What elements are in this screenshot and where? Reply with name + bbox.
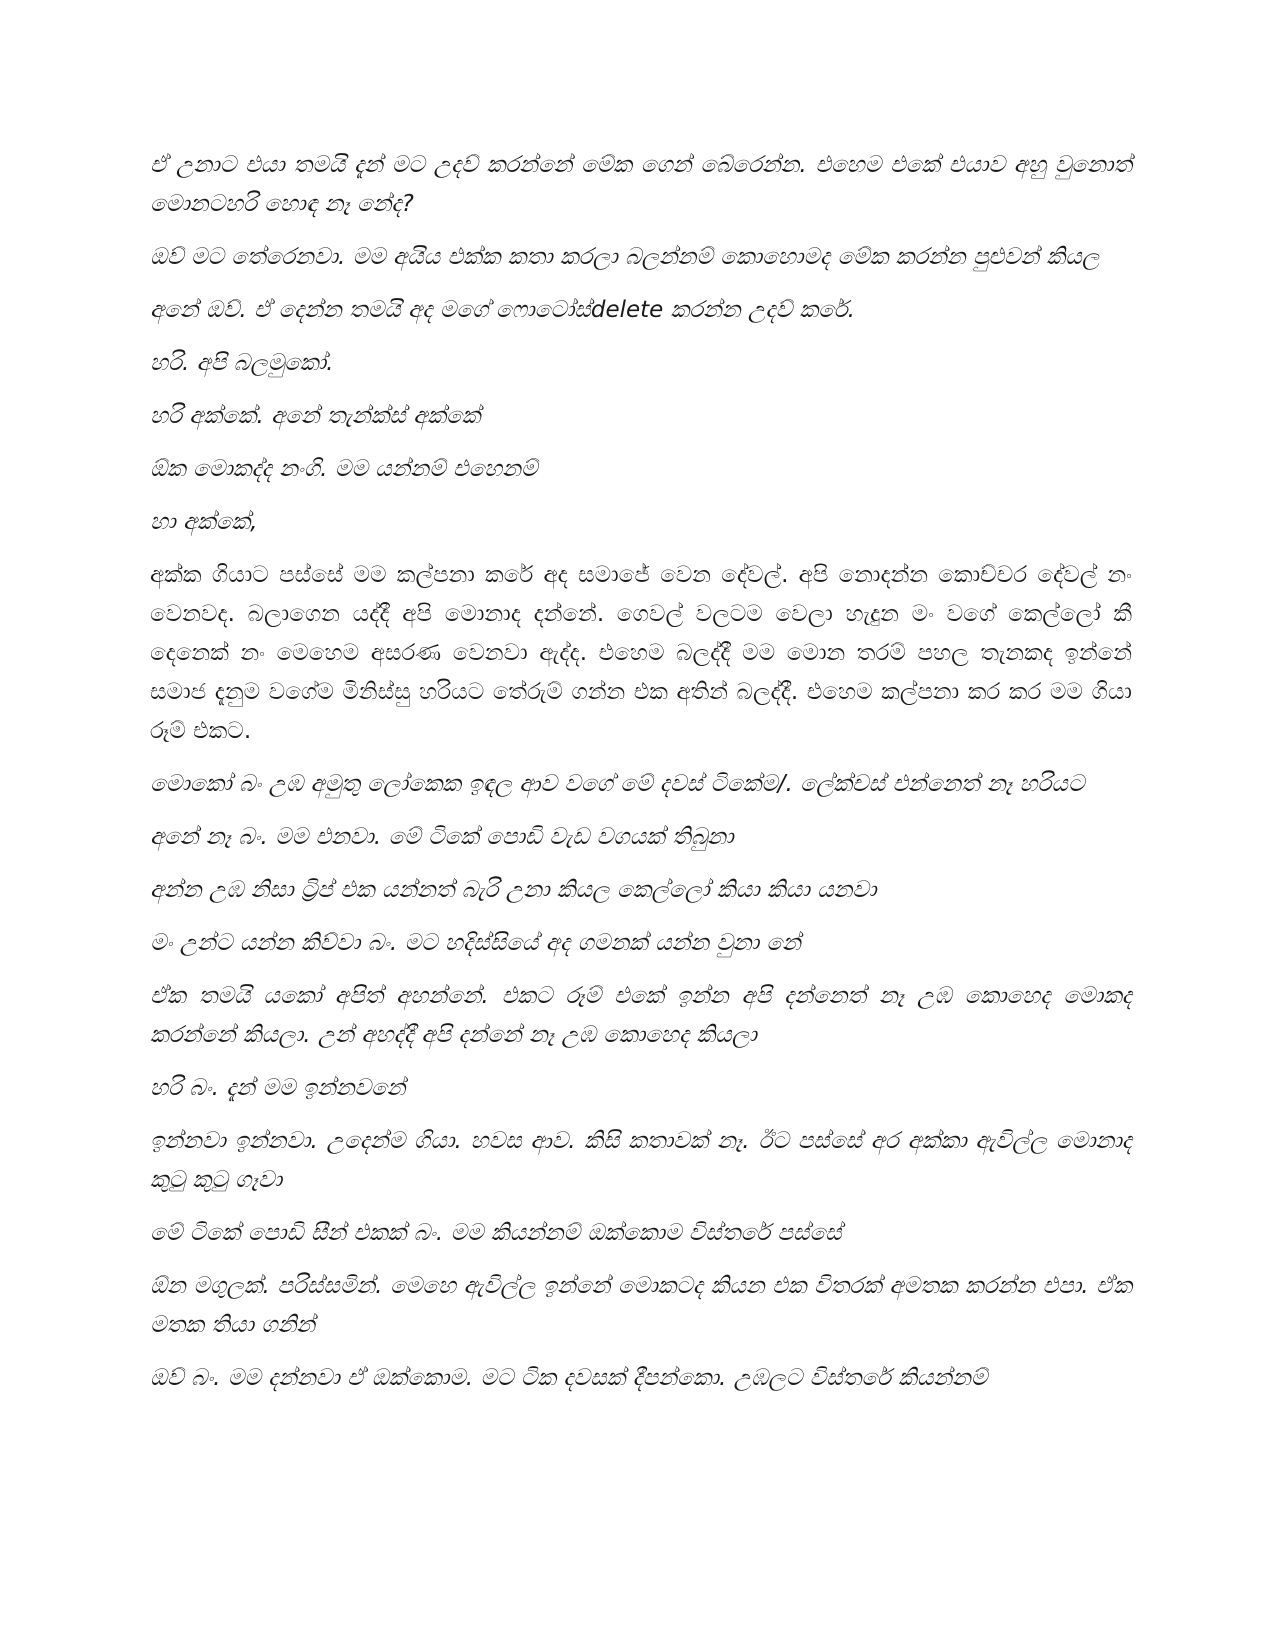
paragraph-17: ඕන මගුලක්. පරිස්සමින්. මෙහෙ ඇවිල්ල ඉන්නේ මොකටද කියන එක විතරක් අමතක කරන්න එපා. ඒක මතක තියා ගනින් [150, 1273, 1132, 1338]
paragraph-4: හරි. අපි බලමුකෝ. [150, 350, 334, 376]
paragraph-5: හරි අක්කේ. අනේ තැන්ක්ස් අක්කේ [150, 403, 481, 429]
paragraph-12: මං උන්ට යන්න කිව්වා බං. මට හදිස්සියේ අද ගමනක් යන්න වුනා නේ [150, 930, 801, 956]
paragraph-1: ඒ උනාට එයා තමයි දැන් මට උදව් කරන්නේ මේක ගෙන් බේරෙන්න. එහෙම එකේ එයාව අහු වුනොත් මොනටහරි හොඳ නෑ නේද? [150, 152, 1132, 217]
paragraph-14: හරි බං. දැන් මම ඉන්නවනේ [150, 1075, 406, 1101]
paragraph-13: ඒක තමයි යකෝ අපිත් අහන්නේ. එකට රූම් එකේ ඉන්න අපි දන්නෙත් නෑ උඹ කොහෙද මොකද කරන්නේ කියලා. උන් අහද්දී අපි දන්නේ නෑ උඹ කොහෙද කියලා [150, 983, 1132, 1048]
paragraph-10: අනේ නෑ බං. මම එනවා. මේ ටිකේ පොඩි වැඩ වගයක් තිබුනා [150, 824, 734, 850]
paragraph-18: ඔව් බං. මම දන්නවා ඒ ඔක්කොම. මට ටික දවසක් දීපන්කො. උඹලට විස්තරේ කියන්නම් [150, 1365, 988, 1391]
paragraph-16: මේ ටිකේ පොඩි සීන් එකක් බං. මම කියන්නම් ඔක්කොම විස්තරේ පස්සේ [150, 1220, 842, 1246]
paragraph-15: ඉන්නවා ඉන්නවා. උදෙන්ම ගියා. හවස ආව. කිසි කතාවක් නෑ. ඊට පස්සේ අර අක්කා ඇවිල්ල මොනාද කුටු කුටු ගෑවා [150, 1128, 1132, 1193]
paragraph-3: අනේ ඔව්. ඒ දෙන්න තමයි අද මගේ ෆොටෝස්delete කරන්න උදව් කරේ. [150, 297, 855, 323]
paragraph-2: ඔව් මට තේරෙනවා. මම අයිය එක්ක කතා කරලා බලන්නම් කොහොමද මේක කරන්න පුළුවන් කියල [150, 244, 1100, 270]
paragraph-7: හා අක්කේ, [150, 509, 258, 535]
paragraph-8: අක්ක ගියාට පස්සේ මම කල්පනා කරේ අද සමාජේ වෙන දේවල්. අපි නොදන්න කොච්චර දේවල් නං වෙනවද. බලාගෙන යද්දී අපි මොනාද දන්නේ. ගෙවල් වලටම වෙලා හැදුන මං වගේ කෙල්ලෝ කී දෙනෙක් නං මෙහෙම අසරණ වෙනවා ඇද්ද. එහෙම බලද්දී මම මොන තරම් පහල තැනකද ඉන්නේ සමාජ දැනුම වගේම මිනිස්සු හරියට තේරුම් ගන්න එක අතින් බලද්දී. එහෙම කල්පනා කර කර මම ගියා රූම් එකට. [150, 562, 1132, 744]
paragraph-9: මොකෝ බං උඹ අමුතු ලෝකෙක ඉඳල ආව වගේ මේ දවස් ටිකේම/. ලේක්චස් එන්නෙත් නෑ හරියට [150, 771, 1085, 797]
body-text [150, 146, 1132, 1412]
paragraph-11: අන්න උඹ නිසා ට්‍රිප් එක යන්නත් බැරි උනා කියල කෙල්ලෝ කියා කියා යනවා [150, 877, 877, 903]
paragraph-6: ඕක මොකද්ද නංගි. මම යන්නම් එහෙනම් [150, 456, 538, 482]
